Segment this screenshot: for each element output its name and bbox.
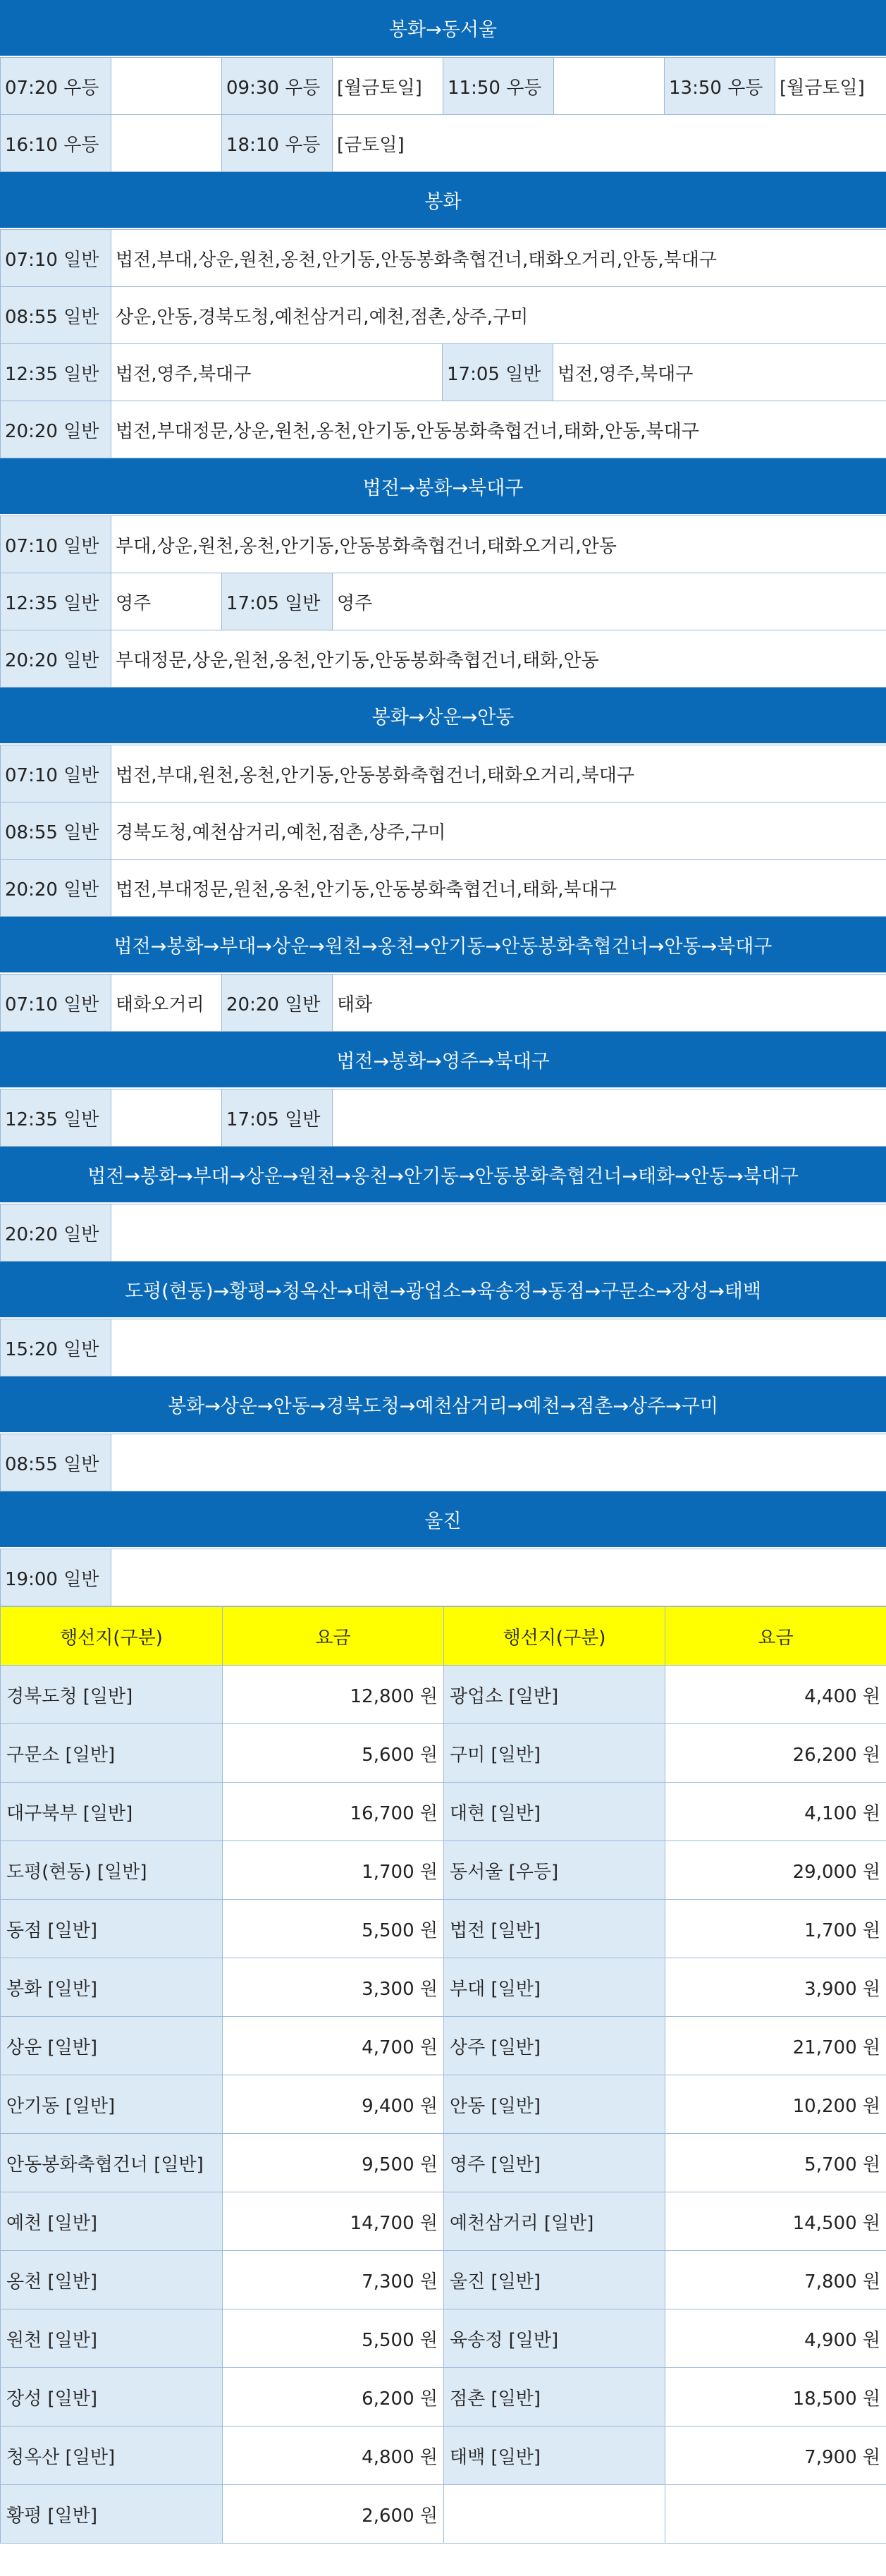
section-header-beopjeon-yeongju: 법전→봉화→영주→북대구	[0, 1032, 886, 1089]
fare-row	[1, 1783, 886, 1841]
schedule-row	[1, 1089, 886, 1147]
fare-cell: 4,900 원	[665, 2309, 886, 2368]
section-header-bonghwa-dongseoul: 봉화→동서울	[0, 0, 886, 57]
destination-cell: 대구북부 [일반]	[1, 1783, 223, 1841]
service-days: [월금토일]	[775, 58, 886, 115]
route-stops: 태화	[333, 975, 886, 1032]
departure-time: 20:20 일반	[222, 975, 333, 1032]
destination-cell: 도평(현동) [일반]	[1, 1841, 223, 1900]
departure-time: 19:00 일반	[1, 1549, 111, 1606]
fare-cell: 5,500 원	[223, 1900, 444, 1958]
departure-time: 07:20 우등	[1, 58, 111, 115]
fare-cell: 7,900 원	[665, 2427, 886, 2485]
schedule-table-beopjeon-yeongju	[0, 1089, 886, 1147]
schedule-row	[1, 344, 886, 401]
destination-cell: 안동 [일반]	[444, 2075, 665, 2134]
departure-time: 07:10 일반	[1, 516, 111, 573]
destination-cell: 안기동 [일반]	[1, 2075, 223, 2134]
fare-row	[1, 2134, 886, 2192]
route-stops	[111, 1549, 886, 1606]
section-header-long-route-andong: 법전→봉화→부대→상운→원천→옹천→안기동→안동봉화축협건너→안동→북대구	[0, 917, 886, 974]
schedule-row	[1, 516, 886, 573]
departure-time: 16:10 우등	[1, 115, 111, 172]
route-stops: 법전,부대,원천,옹천,안기동,안동봉화축협건너,태화오거리,북대구	[111, 745, 886, 802]
departure-time: 17:05 일반	[222, 1089, 333, 1147]
schedule-row	[1, 287, 886, 344]
fare-cell: 10,200 원	[665, 2075, 886, 2134]
schedule-table-bonghwa-sangun-andong	[0, 745, 886, 917]
schedule-table-dopyeong-taebaek	[0, 1319, 886, 1376]
route-stops	[111, 1204, 886, 1262]
fare-cell	[665, 2485, 886, 2544]
schedule-row	[1, 1204, 886, 1262]
destination-cell: 황평 [일반]	[1, 2485, 223, 2544]
departure-time: 20:20 일반	[1, 401, 111, 458]
destination-cell: 예천삼거리 [일반]	[444, 2192, 665, 2251]
destination-header: 행선지(구분)	[444, 1607, 665, 1666]
schedule-row	[1, 1434, 886, 1491]
route-stops: 태화오거리	[111, 975, 222, 1032]
departure-time: 17:05 일반	[222, 573, 333, 630]
schedule-row	[1, 802, 886, 860]
section-header-bonghwa: 봉화	[0, 172, 886, 229]
destination-cell: 옹천 [일반]	[1, 2251, 223, 2309]
schedule-table-long-route-andong	[0, 974, 886, 1032]
schedule-row	[1, 1549, 886, 1606]
fare-row	[1, 2017, 886, 2075]
destination-cell: 대현 [일반]	[444, 1783, 665, 1841]
fare-cell: 12,800 원	[223, 1666, 444, 1724]
fare-row	[1, 2427, 886, 2485]
schedule-row	[1, 401, 886, 458]
fare-cell: 1,700 원	[665, 1900, 886, 1958]
service-days: [금토일]	[333, 115, 886, 172]
fare-cell: 18,500 원	[665, 2368, 886, 2427]
fare-cell: 7,800 원	[665, 2251, 886, 2309]
departure-time: 07:10 일반	[1, 230, 111, 287]
destination-cell: 안동봉화축협건너 [일반]	[1, 2134, 223, 2192]
schedule-row	[1, 860, 886, 917]
fare-row	[1, 1841, 886, 1900]
schedule-row	[1, 230, 886, 287]
schedule-table-beopjeon-bukdaegu	[0, 515, 886, 688]
route-stops	[333, 1089, 886, 1147]
destination-cell: 상주 [일반]	[444, 2017, 665, 2075]
departure-time: 13:50 우등	[665, 58, 775, 115]
service-days	[554, 58, 665, 115]
destination-cell: 구문소 [일반]	[1, 1724, 223, 1783]
route-stops: 법전,부대정문,원천,옹천,안기동,안동봉화축협건너,태화,북대구	[111, 860, 886, 917]
fare-row	[1, 2075, 886, 2134]
schedule-table-bonghwa-dongseoul	[0, 57, 886, 172]
departure-time: 08:55 일반	[1, 287, 111, 344]
fare-row	[1, 1666, 886, 1724]
departure-time: 12:35 일반	[1, 1089, 111, 1147]
schedule-row	[1, 745, 886, 802]
schedule-table-long-route-taehwa	[0, 1204, 886, 1262]
fare-row	[1, 2309, 886, 2368]
fare-cell: 21,700 원	[665, 2017, 886, 2075]
destination-cell: 청옥산 [일반]	[1, 2427, 223, 2485]
section-header-uljin: 울진	[0, 1491, 886, 1549]
fare-row	[1, 1900, 886, 1958]
fare-cell: 9,400 원	[223, 2075, 444, 2134]
fare-header: 요금	[665, 1607, 886, 1666]
route-stops: 법전,부대정문,상운,원천,옹천,안기동,안동봉화축협건너,태화,안동,북대구	[111, 401, 886, 458]
destination-cell: 광업소 [일반]	[444, 1666, 665, 1724]
departure-time: 17:05 일반	[443, 344, 553, 401]
destination-cell: 영주 [일반]	[444, 2134, 665, 2192]
route-stops	[111, 1319, 886, 1376]
route-stops: 경북도청,예천삼거리,예천,점촌,상주,구미	[111, 802, 886, 860]
route-stops: 영주	[111, 573, 222, 630]
destination-cell: 울진 [일반]	[444, 2251, 665, 2309]
fare-cell: 2,600 원	[223, 2485, 444, 2544]
fare-row	[1, 1724, 886, 1783]
fare-row	[1, 1958, 886, 2017]
destination-cell: 상운 [일반]	[1, 2017, 223, 2075]
departure-time: 09:30 우등	[222, 58, 333, 115]
destination-cell: 부대 [일반]	[444, 1958, 665, 2017]
destination-cell: 태백 [일반]	[444, 2427, 665, 2485]
fare-cell: 9,500 원	[223, 2134, 444, 2192]
schedule-table-bonghwa-gumi	[0, 1434, 886, 1491]
destination-cell: 점촌 [일반]	[444, 2368, 665, 2427]
destination-cell	[444, 2485, 665, 2544]
departure-time: 15:20 일반	[1, 1319, 111, 1376]
fare-cell: 3,300 원	[223, 1958, 444, 2017]
destination-cell: 법전 [일반]	[444, 1900, 665, 1958]
fare-cell: 6,200 원	[223, 2368, 444, 2427]
fare-cell: 7,300 원	[223, 2251, 444, 2309]
section-header-bonghwa-gumi: 봉화→상운→안동→경북도청→예천삼거리→예천→점촌→상주→구미	[0, 1376, 886, 1434]
departure-time: 20:20 일반	[1, 860, 111, 917]
schedule-table-uljin	[0, 1549, 886, 1606]
schedule-table-bonghwa	[0, 229, 886, 458]
destination-cell: 동점 [일반]	[1, 1900, 223, 1958]
section-header-bonghwa-sangun-andong: 봉화→상운→안동	[0, 688, 886, 745]
destination-cell: 경북도청 [일반]	[1, 1666, 223, 1724]
route-stops	[111, 1434, 886, 1491]
schedule-row	[1, 115, 886, 172]
route-stops: 법전,영주,북대구	[111, 344, 443, 401]
fare-cell: 4,800 원	[223, 2427, 444, 2485]
fare-cell: 4,100 원	[665, 1783, 886, 1841]
fare-row	[1, 2368, 886, 2427]
service-days: [월금토일]	[333, 58, 443, 115]
destination-cell: 장성 [일반]	[1, 2368, 223, 2427]
route-stops: 영주	[333, 573, 886, 630]
departure-time: 08:55 일반	[1, 1434, 111, 1491]
destination-cell: 구미 [일반]	[444, 1724, 665, 1783]
departure-time: 20:20 일반	[1, 1204, 111, 1262]
service-days	[111, 58, 222, 115]
destination-cell: 원천 [일반]	[1, 2309, 223, 2368]
destination-cell: 육송정 [일반]	[444, 2309, 665, 2368]
departure-time: 11:50 우등	[443, 58, 554, 115]
fare-cell: 1,700 원	[223, 1841, 444, 1900]
fare-cell: 5,700 원	[665, 2134, 886, 2192]
fare-row	[1, 2485, 886, 2544]
route-stops: 부대,상운,원천,옹천,안기동,안동봉화축협건너,태화오거리,안동	[111, 516, 886, 573]
section-header-beopjeon-bukdaegu: 법전→봉화→북대구	[0, 458, 886, 515]
schedule-row	[1, 975, 886, 1032]
route-stops: 상운,안동,경북도청,예천삼거리,예천,점촌,상주,구미	[111, 287, 886, 344]
fare-cell: 29,000 원	[665, 1841, 886, 1900]
fare-cell: 14,500 원	[665, 2192, 886, 2251]
fare-cell: 5,500 원	[223, 2309, 444, 2368]
section-header-long-route-taehwa: 법전→봉화→부대→상운→원천→옹천→안기동→안동봉화축협건너→태화→안동→북대구	[0, 1147, 886, 1204]
route-stops	[111, 1089, 222, 1147]
fare-table	[0, 1606, 886, 2544]
destination-header: 행선지(구분)	[1, 1607, 223, 1666]
schedule-row	[1, 58, 886, 115]
departure-time: 08:55 일반	[1, 802, 111, 860]
destination-cell: 동서울 [우등]	[444, 1841, 665, 1900]
section-header-dopyeong-taebaek: 도평(현동)→황평→청옥산→대현→광업소→육송정→동점→구문소→장성→태백	[0, 1262, 886, 1319]
fare-row	[1, 2192, 886, 2251]
fare-cell: 4,400 원	[665, 1666, 886, 1724]
departure-time: 07:10 일반	[1, 975, 111, 1032]
departure-time: 18:10 우등	[222, 115, 333, 172]
schedule-row	[1, 1319, 886, 1376]
fare-cell: 26,200 원	[665, 1724, 886, 1783]
fare-cell: 3,900 원	[665, 1958, 886, 2017]
destination-cell: 봉화 [일반]	[1, 1958, 223, 2017]
departure-time: 07:10 일반	[1, 745, 111, 802]
fare-cell: 5,600 원	[223, 1724, 444, 1783]
route-stops: 법전,부대,상운,원천,옹천,안기동,안동봉화축협건너,태화오거리,안동,북대구	[111, 230, 886, 287]
fare-header: 요금	[223, 1607, 444, 1666]
route-stops: 부대정문,상운,원천,옹천,안기동,안동봉화축협건너,태화,안동	[111, 630, 886, 688]
departure-time: 20:20 일반	[1, 630, 111, 688]
fare-cell: 14,700 원	[223, 2192, 444, 2251]
schedule-row	[1, 630, 886, 688]
schedule-row	[1, 573, 886, 630]
fare-header-row	[1, 1607, 886, 1666]
route-stops: 법전,영주,북대구	[553, 344, 886, 401]
service-days	[111, 115, 222, 172]
fare-cell: 16,700 원	[223, 1783, 444, 1841]
destination-cell: 예천 [일반]	[1, 2192, 223, 2251]
fare-row	[1, 2251, 886, 2309]
fare-cell: 4,700 원	[223, 2017, 444, 2075]
departure-time: 12:35 일반	[1, 573, 111, 630]
departure-time: 12:35 일반	[1, 344, 111, 401]
